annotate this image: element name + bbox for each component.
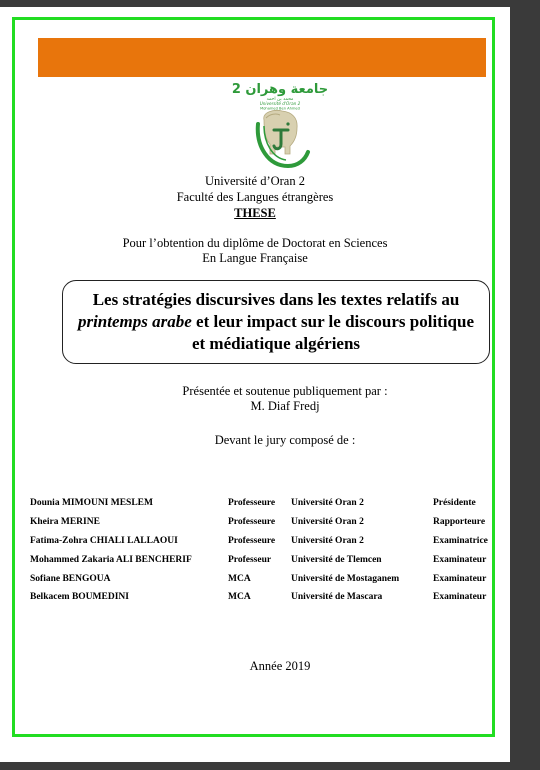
jury-university: Université de Mostaganem xyxy=(291,573,400,584)
university-logo-icon xyxy=(231,80,329,172)
viewer-top-bar xyxy=(0,0,510,7)
table-row xyxy=(30,532,499,551)
document-type: THESE xyxy=(234,206,276,220)
logo-line4-text: Mohamed Ben Ahmed xyxy=(260,106,300,111)
jury-table xyxy=(30,494,499,607)
logo-arabic-text: جامعة وهران 2 xyxy=(231,82,329,97)
thesis-title-box xyxy=(62,280,490,364)
table-row xyxy=(30,588,499,607)
jury-name: Fatima-Zohra CHIALI LALLAOUI xyxy=(30,535,178,546)
jury-role: Examinateur xyxy=(433,592,487,603)
jury-name: Mohammed Zakaria ALI BENCHERIF xyxy=(30,554,192,565)
jury-university: Université de Mascara xyxy=(291,592,383,603)
jury-grade: MCA xyxy=(228,573,251,584)
thesis-title-part1: Les stratégies discursives dans les textes relatifs au xyxy=(92,290,460,309)
table-row xyxy=(30,513,499,532)
jury-name: Kheira MERINE xyxy=(30,517,100,528)
table-row xyxy=(30,550,499,569)
jury-university: Université Oran 2 xyxy=(291,517,364,528)
table-row xyxy=(30,494,499,513)
logo-line3-text: Université d'Oran 2 xyxy=(259,101,301,106)
university-name: Université d’Oran 2 xyxy=(205,174,305,188)
viewer-bottom-bar xyxy=(0,762,510,770)
jury-role: Présidente xyxy=(433,498,476,509)
jury-name: Belkacem BOUMEDINI xyxy=(30,592,129,603)
orange-header-band xyxy=(38,38,486,77)
defense-year: Année 2019 xyxy=(249,659,311,673)
logo-line2-text: محمد بن احمد xyxy=(266,97,294,102)
jury-role: Examinatrice xyxy=(433,535,488,546)
purpose-line1: Pour l’obtention du diplôme de Doctorat en Sciences xyxy=(122,236,388,250)
jury-university: Université de Tlemcen xyxy=(291,554,382,565)
jury-role: Rapporteure xyxy=(433,517,486,528)
jury-role: Examinateur xyxy=(433,573,487,584)
jury-grade: Professeure xyxy=(228,517,276,528)
jury-name: Sofiane BENGOUA xyxy=(30,573,111,584)
jury-university: Université Oran 2 xyxy=(291,498,364,509)
jury-university: Université Oran 2 xyxy=(291,535,364,546)
jury-intro: Devant le jury composé de : xyxy=(214,433,356,447)
jury-grade: Professeure xyxy=(228,498,276,509)
jury-grade: MCA xyxy=(228,592,251,603)
thesis-title-italic: printemps arabe xyxy=(77,312,192,331)
thesis-title xyxy=(73,289,479,355)
table-row xyxy=(30,569,499,588)
purpose-line2: En Langue Française xyxy=(202,251,308,265)
jury-name: Dounia MIMOUNI MESLEM xyxy=(30,498,153,509)
faculty-name: Faculté des Langues étrangères xyxy=(176,190,334,204)
jury-grade: Professeure xyxy=(228,535,276,546)
jury-role: Examinateur xyxy=(433,554,487,565)
author-name: M. Diaf Fredj xyxy=(250,399,320,413)
jury-grade: Professeur xyxy=(228,554,272,565)
presented-by-line: Présentée et soutenue publiquement par : xyxy=(182,384,388,398)
thesis-title-part2: et leur impact sur le discours politique et médiatique algériens xyxy=(191,312,475,353)
